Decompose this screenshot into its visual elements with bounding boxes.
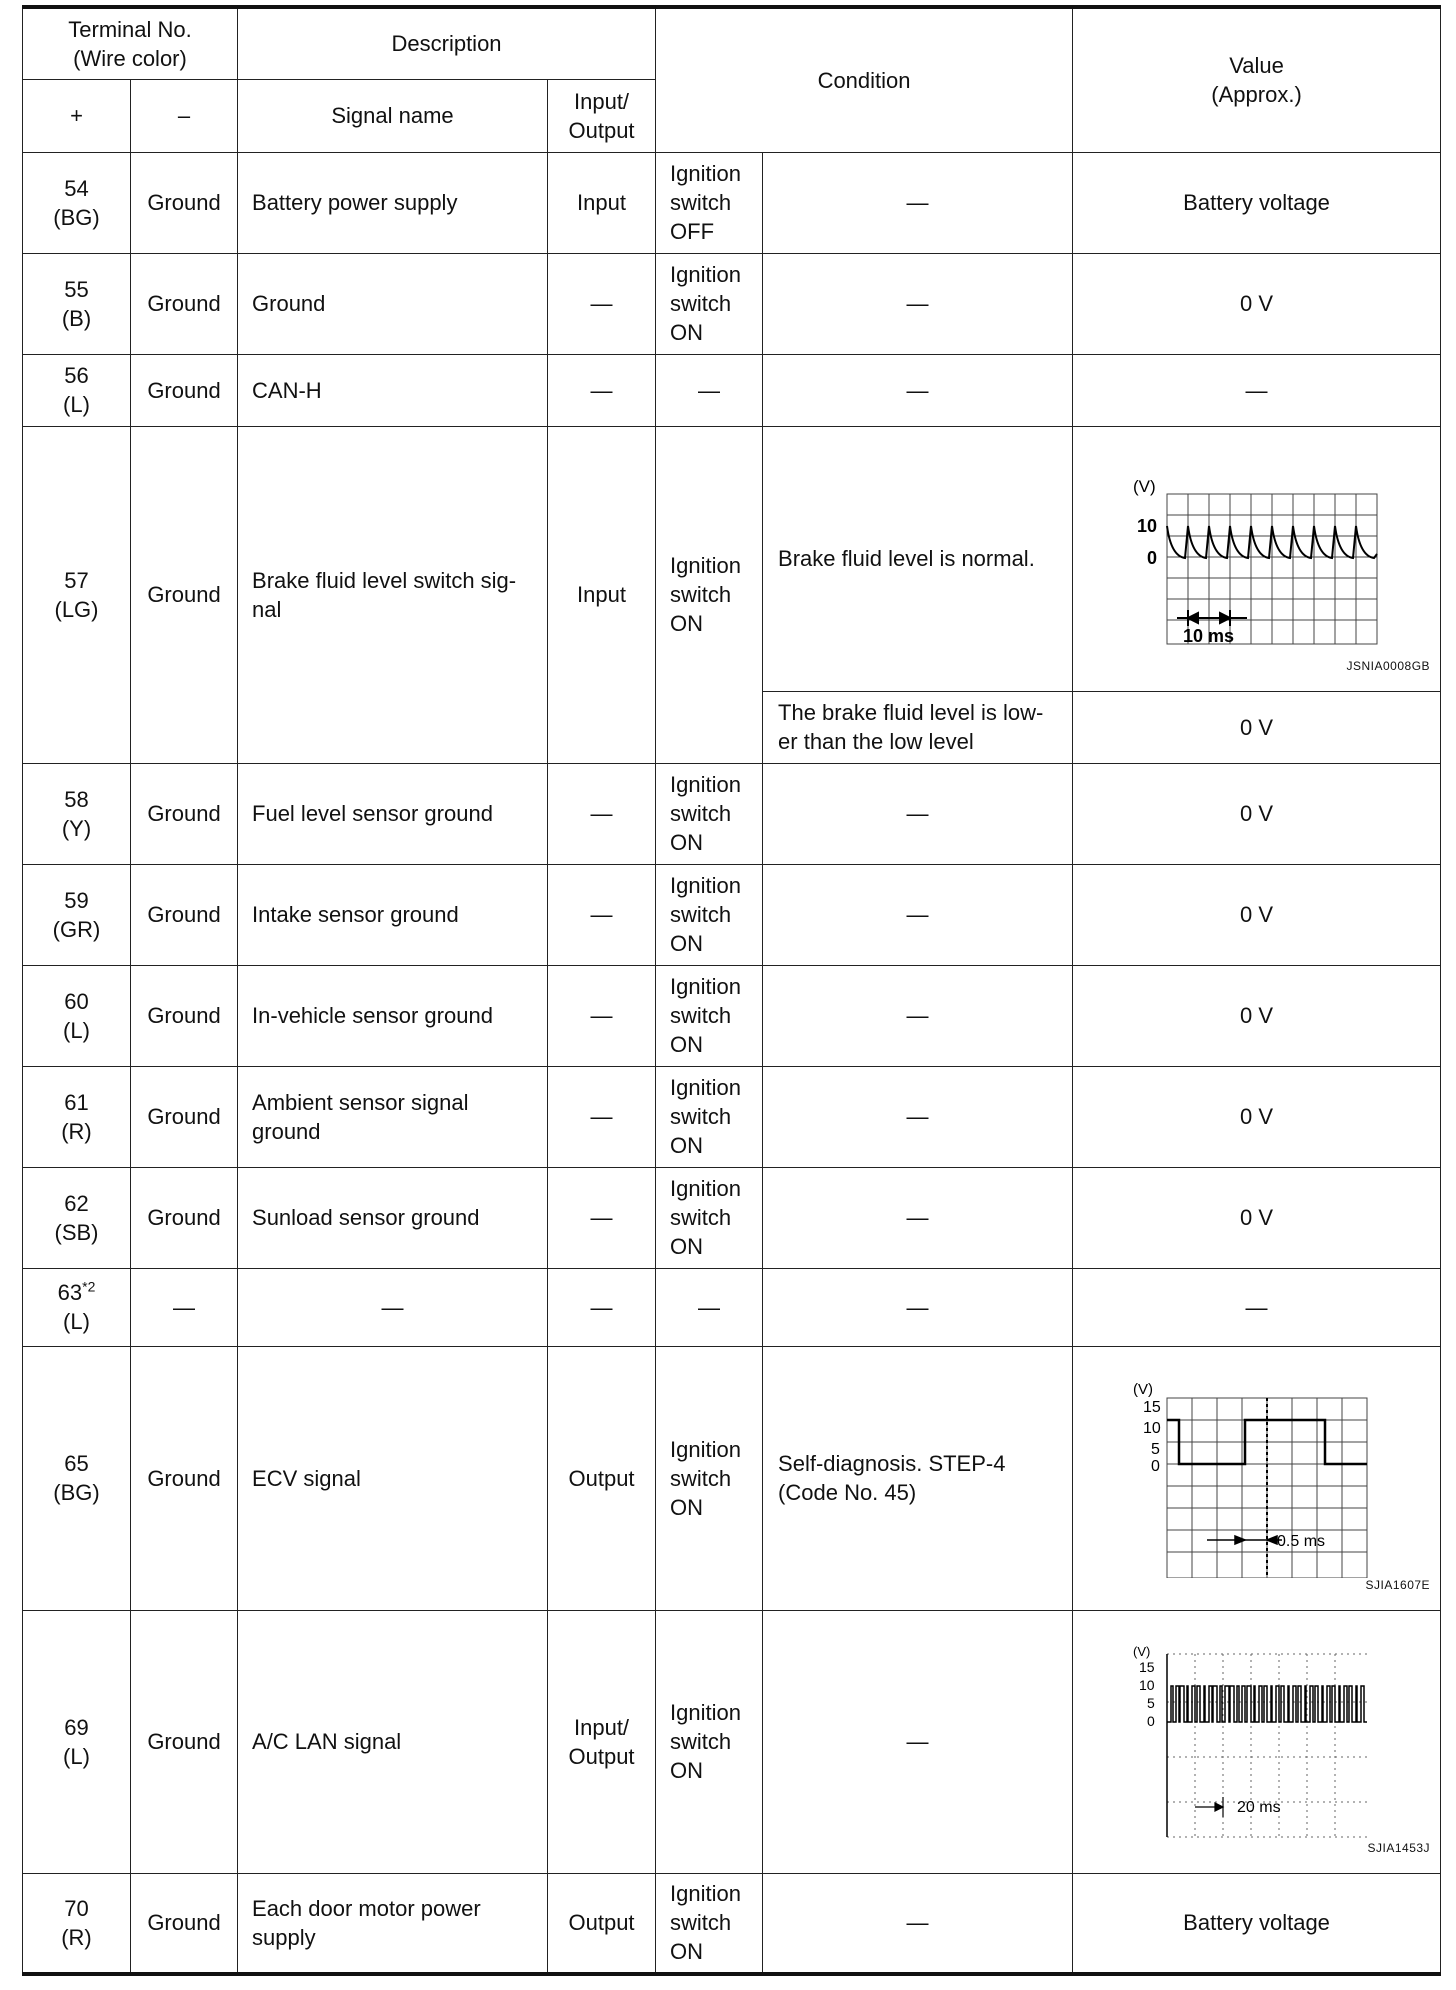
table-row [23,152,1441,253]
table-row [23,1167,1441,1268]
waveform-y-15: 15 [1142,1399,1161,1416]
condition-cell: — [763,1610,1073,1873]
signal-name-cell: Brake fluid level switch sig- nal [238,426,548,763]
signal-name-cell: Battery power supply [238,152,548,253]
figure-code: SJIA1607E [1365,1577,1431,1592]
value-cell: — [1073,1268,1441,1346]
waveform-cell [1073,1610,1441,1873]
header-input-output: Input/ Output [548,79,656,152]
waveform-cell [1073,426,1441,691]
waveform-y-low: 0 [1146,547,1157,568]
table-row [23,864,1441,965]
signal-name-cell: Fuel level sensor ground [238,763,548,864]
terminal-cell: 57 (LG) [23,426,131,763]
waveform-y-10: 10 [1142,1420,1161,1437]
condition-cell: — [763,864,1073,965]
signal-name-cell: Intake sensor ground [238,864,548,965]
ignition-cell: Ignition switch ON [656,965,763,1066]
table-row [23,1346,1441,1610]
ground-cell: Ground [131,1873,238,1974]
value-cell: 0 V [1073,1167,1441,1268]
table-row [23,354,1441,426]
ground-cell: Ground [131,426,238,763]
waveform-unit: (V) [1132,1381,1153,1398]
figure-code: JSNIA0008GB [1346,658,1431,673]
waveform-y-high: 10 [1136,515,1157,536]
waveform-y-0: 0 [1150,1458,1160,1475]
condition-cell: — [763,354,1073,426]
table-row [23,1873,1441,1974]
ecv-waveform [1127,1378,1387,1578]
waveform-y-5: 5 [1146,1694,1155,1711]
ground-cell: Ground [131,1610,238,1873]
table-row [23,1066,1441,1167]
value-cell: 0 V [1073,253,1441,354]
condition-cell: — [763,1873,1073,1974]
table-row [23,1268,1441,1346]
condition-cell: — [763,253,1073,354]
signal-name-cell: A/C LAN signal [238,1610,548,1873]
terminal-cell: 58 (Y) [23,763,131,864]
signal-name-cell: Ambient sensor signal ground [238,1066,548,1167]
terminal-number: 63 [57,1280,83,1305]
terminal-cell: 55 (B) [23,253,131,354]
waveform-time-marker [1177,610,1247,626]
terminal-cell: 62 (SB) [23,1167,131,1268]
value-cell: 0 V [1073,965,1441,1066]
signal-name-cell: CAN-H [238,354,548,426]
ignition-cell: Ignition switch ON [656,1167,763,1268]
waveform-time-marker [1195,1797,1223,1817]
brake-fluid-waveform [1127,464,1387,654]
value-cell: Battery voltage [1073,1873,1441,1974]
value-cell: 0 V [1073,763,1441,864]
waveform-trace [1167,1686,1367,1722]
ignition-cell: Ignition switch ON [656,763,763,864]
terminal-color: (L) [63,1309,90,1334]
waveform-unit: (V) [1132,1643,1150,1659]
io-cell: Input [548,152,656,253]
condition-cell: — [763,1167,1073,1268]
condition-cell: Brake fluid level is normal. [763,426,1073,691]
ground-cell: Ground [131,1066,238,1167]
waveform-y-15: 15 [1138,1658,1155,1675]
io-cell: — [548,965,656,1066]
table-row [23,965,1441,1066]
value-cell: 0 V [1073,1066,1441,1167]
io-cell: Input [548,426,656,763]
value-cell: — [1073,354,1441,426]
lan-waveform [1127,1642,1387,1842]
ignition-cell: Ignition switch OFF [656,152,763,253]
waveform-unit: (V) [1132,476,1156,496]
signal-name-cell: Each door motor power supply [238,1873,548,1974]
signal-name-cell: In-vehicle sensor ground [238,965,548,1066]
table-row [23,426,1441,691]
figure-code: SJIA1453J [1367,1840,1431,1855]
table-row [23,1610,1441,1873]
ground-cell: Ground [131,1167,238,1268]
io-cell: — [548,864,656,965]
condition-cell: Self-diagnosis. STEP-4 (Code No. 45) [763,1346,1073,1610]
io-cell: — [548,253,656,354]
io-cell: — [548,1066,656,1167]
header-value: Value (Approx.) [1073,7,1441,152]
ignition-cell: Ignition switch ON [656,1610,763,1873]
waveform-cell [1073,1346,1441,1610]
value-cell: 0 V [1073,691,1441,763]
terminal-cell: 65 (BG) [23,1346,131,1610]
signal-name-cell: Ground [238,253,548,354]
ignition-cell: Ignition switch ON [656,1346,763,1610]
ignition-cell: Ignition switch ON [656,426,763,763]
ground-cell: Ground [131,253,238,354]
io-cell: — [548,1268,656,1346]
ground-cell: Ground [131,354,238,426]
ground-cell: Ground [131,965,238,1066]
table-row [23,253,1441,354]
ground-cell: Ground [131,763,238,864]
signal-name-cell: — [238,1268,548,1346]
header-plus: + [23,79,131,152]
header-description: Description [238,7,656,79]
table-row [23,763,1441,864]
ground-cell: Ground [131,152,238,253]
waveform-time-label: 10 ms [1182,625,1234,646]
waveform-y-0: 0 [1146,1712,1155,1729]
ignition-cell: Ignition switch ON [656,1066,763,1167]
condition-cell: — [763,152,1073,253]
waveform-time-marker [1207,1536,1282,1544]
condition-cell: The brake fluid level is low- er than the low level [763,691,1073,763]
ignition-cell: — [656,1268,763,1346]
condition-cell: — [763,965,1073,1066]
terminal-cell: 59 (GR) [23,864,131,965]
condition-cell: — [763,763,1073,864]
ignition-cell: Ignition switch ON [656,1873,763,1974]
waveform-y-5: 5 [1150,1441,1160,1458]
terminal-cell: 56 (L) [23,354,131,426]
ground-cell: — [131,1268,238,1346]
header-signal-name: Signal name [238,79,548,152]
io-cell: Output [548,1346,656,1610]
header-minus: – [131,79,238,152]
signal-name-cell: ECV signal [238,1346,548,1610]
terminal-cell: 61 (R) [23,1066,131,1167]
terminal-cell [23,1268,131,1346]
value-cell: 0 V [1073,864,1441,965]
io-cell: Output [548,1873,656,1974]
condition-cell: — [763,1268,1073,1346]
io-cell: — [548,763,656,864]
io-cell: — [548,1167,656,1268]
terminal-cell: 69 (L) [23,1610,131,1873]
io-cell: Input/ Output [548,1610,656,1873]
condition-cell: — [763,1066,1073,1167]
io-cell: — [548,354,656,426]
ignition-cell: — [656,354,763,426]
waveform-y-10: 10 [1138,1676,1155,1693]
terminal-cell: 70 (R) [23,1873,131,1974]
terminal-cell: 54 (BG) [23,152,131,253]
ground-cell: Ground [131,1346,238,1610]
header-condition: Condition [656,7,1073,152]
waveform-time-label: 20 ms [1236,1798,1281,1816]
terminal-cell: 60 (L) [23,965,131,1066]
ground-cell: Ground [131,864,238,965]
terminal-table [22,5,1441,1976]
footnote-mark: *2 [82,1278,96,1295]
waveform-time-label: 0.5 ms [1276,1533,1325,1550]
ignition-cell: Ignition switch ON [656,864,763,965]
ignition-cell: Ignition switch ON [656,253,763,354]
signal-name-cell: Sunload sensor ground [238,1167,548,1268]
value-cell: Battery voltage [1073,152,1441,253]
header-terminal-no: Terminal No. (Wire color) [23,7,238,79]
